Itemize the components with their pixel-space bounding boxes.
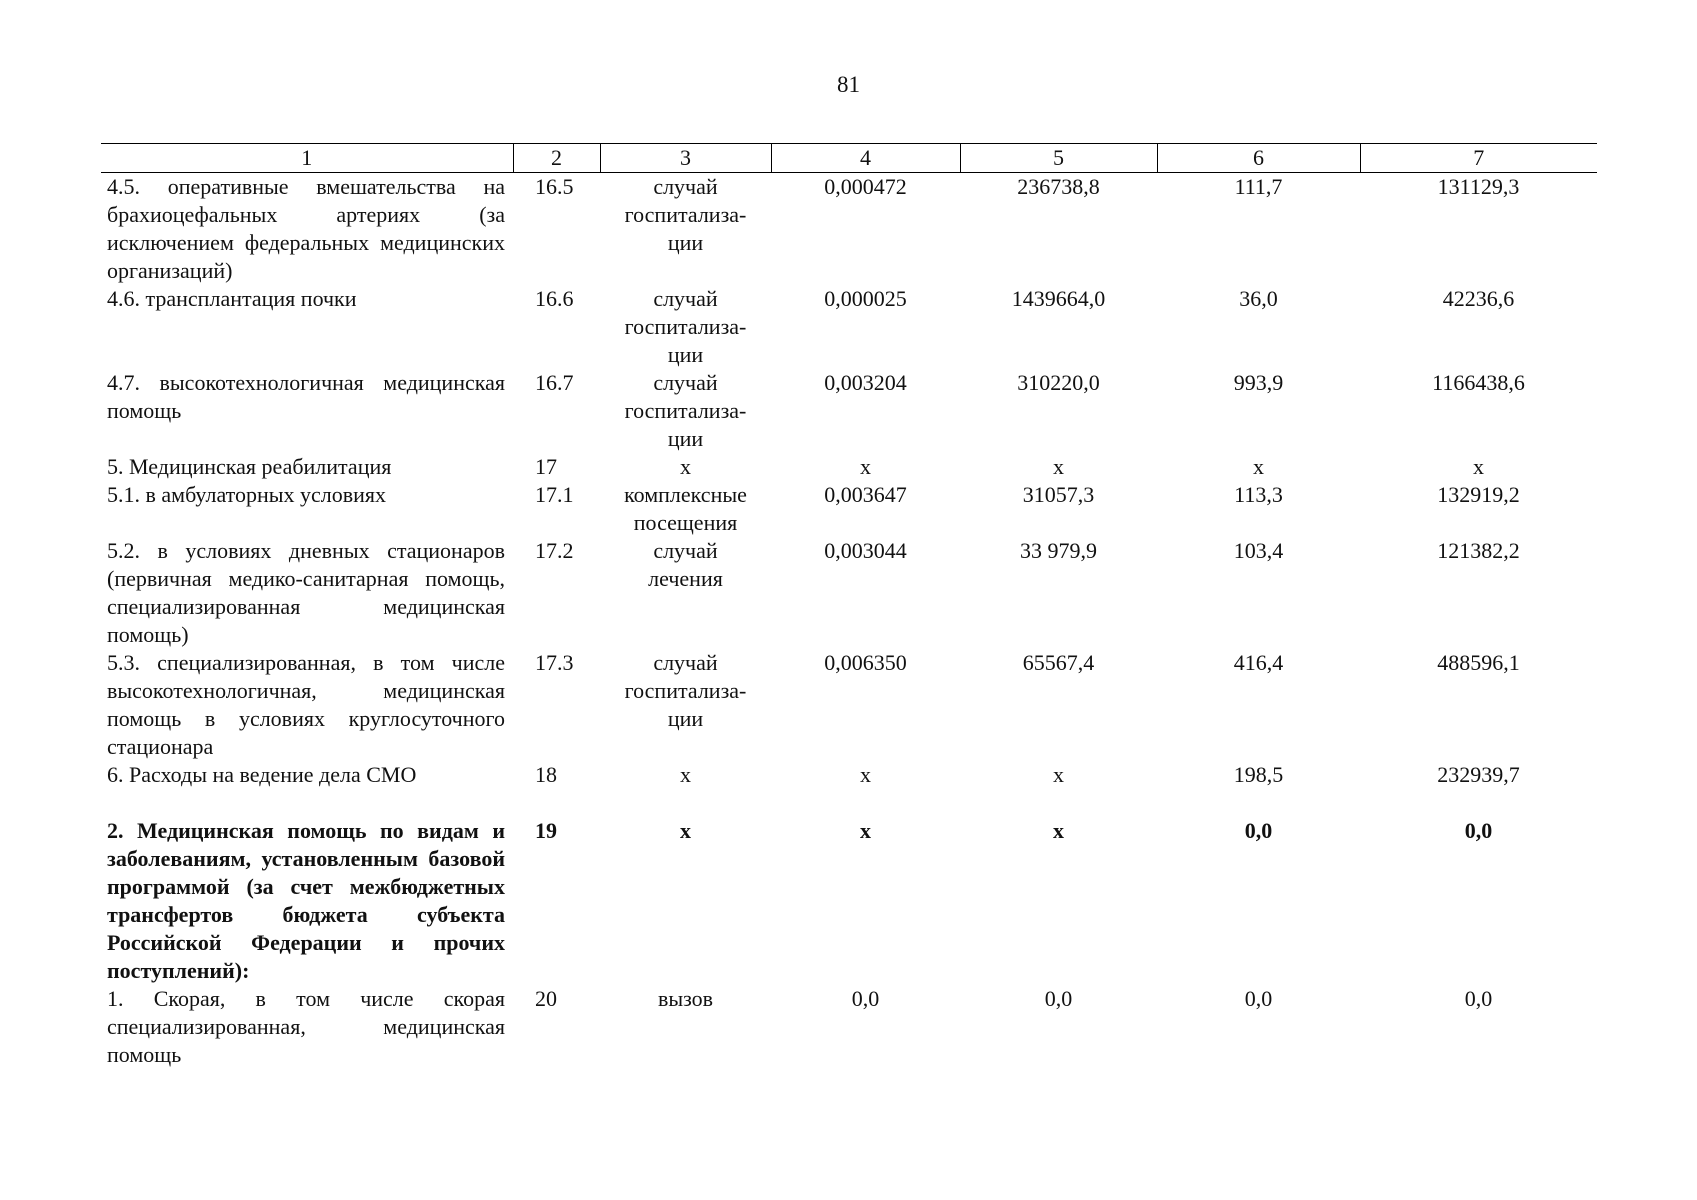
row-c5: 33 979,9 <box>1020 538 1097 563</box>
unit-line: случай <box>653 650 718 675</box>
unit-line: ции <box>667 426 704 451</box>
row-c4: 0,003647 <box>824 482 907 507</box>
row-c6: 111,7 <box>1234 174 1283 199</box>
row-c4: 0,000472 <box>824 174 907 199</box>
row-code: 16.6 <box>535 286 574 311</box>
row-c6: 416,4 <box>1233 650 1284 675</box>
row-unit <box>600 481 771 537</box>
row-c5: х <box>1053 762 1064 787</box>
row-unit: вызов <box>657 986 714 1011</box>
row-name: 5.2. в условиях дневных стационаров (первичная медико-санитарная помощь, специализированная медицинская помощь) <box>107 538 505 647</box>
row-c4: 0,006350 <box>824 650 907 675</box>
column-header: 7 <box>1360 144 1597 173</box>
row-unit <box>600 453 771 481</box>
row-c7: 121382,2 <box>1437 538 1520 563</box>
row-name: 5.1. в амбулаторных условиях <box>107 482 387 507</box>
header-row <box>101 144 1597 173</box>
row-c5: 65567,4 <box>1022 650 1095 675</box>
data-table <box>101 143 1597 1069</box>
row-c5: 0,0 <box>1044 986 1073 1011</box>
row-c7: 131129,3 <box>1437 174 1520 199</box>
row-code: 17 <box>535 454 557 479</box>
table-row <box>101 173 1597 286</box>
unit-line: х <box>680 762 691 787</box>
row-unit <box>600 649 771 761</box>
row-c4: 0,003044 <box>824 538 907 563</box>
section-code: 19 <box>535 818 557 843</box>
section-c7: 0,0 <box>1464 818 1493 843</box>
row-c4: х <box>860 762 871 787</box>
unit-line: случай <box>653 174 718 199</box>
row-c7: 132919,2 <box>1437 482 1520 507</box>
row-c4: 0,003204 <box>824 370 907 395</box>
row-unit <box>600 369 771 453</box>
unit-line: ции <box>667 706 704 731</box>
unit-line: случай <box>653 538 718 563</box>
section-c6: 0,0 <box>1244 818 1273 843</box>
row-code: 20 <box>535 986 557 1011</box>
row-c5: 31057,3 <box>1022 482 1095 507</box>
row-unit <box>600 537 771 649</box>
row-name: 4.7. высокотехнологичная медицинская помощь <box>107 370 505 423</box>
row-c6: 113,3 <box>1234 482 1283 507</box>
row-code: 17.1 <box>535 482 574 507</box>
unit-line: случай <box>653 370 718 395</box>
row-c4: 0,0 <box>851 986 880 1011</box>
page-number: 81 <box>837 72 860 97</box>
row-code: 17.3 <box>535 650 574 675</box>
row-c6: х <box>1253 454 1264 479</box>
table-row <box>101 761 1597 789</box>
row-name: 5.3. специализированная, в том числе высокотехнологичная, медицинская помощь в условиях круглосуточного стационара <box>107 650 505 759</box>
row-c7: 488596,1 <box>1437 650 1520 675</box>
section-unit: х <box>680 818 691 843</box>
row-unit <box>600 173 771 286</box>
row-c6: 993,9 <box>1233 370 1284 395</box>
column-header: 4 <box>771 144 960 173</box>
row-c5: 236738,8 <box>1017 174 1100 199</box>
column-header: 1 <box>101 144 513 173</box>
row-c5: х <box>1053 454 1064 479</box>
row-c4: х <box>860 454 871 479</box>
row-c6: 103,4 <box>1233 538 1284 563</box>
row-code: 18 <box>535 762 557 787</box>
row-c6: 0,0 <box>1244 986 1273 1011</box>
unit-line: лечения <box>648 566 723 591</box>
unit-line: ции <box>667 230 704 255</box>
column-header: 3 <box>600 144 771 173</box>
row-unit <box>600 285 771 369</box>
table-row <box>101 453 1597 481</box>
row-c6: 198,5 <box>1233 762 1284 787</box>
column-header: 2 <box>513 144 600 173</box>
row-c5: 1439664,0 <box>1011 286 1106 311</box>
row-name: 6. Расходы на ведение дела СМО <box>107 762 417 787</box>
row-c4: 0,000025 <box>824 286 907 311</box>
row-c6: 36,0 <box>1239 286 1278 311</box>
row-c5: 310220,0 <box>1017 370 1100 395</box>
row-code: 17.2 <box>535 538 574 563</box>
section-c5: х <box>1053 818 1064 843</box>
row-name: 5. Медицинская реабилитация <box>107 454 392 479</box>
row-code: 16.7 <box>535 370 574 395</box>
unit-line: госпитализа- <box>624 202 747 227</box>
spacer-row <box>101 789 1597 817</box>
column-header: 5 <box>960 144 1157 173</box>
table-row <box>101 481 1597 537</box>
unit-line: ции <box>667 342 704 367</box>
table-row <box>101 285 1597 369</box>
row-name: 1. Скорая, в том числе скорая специализированная, медицинская помощь <box>107 986 505 1067</box>
section-c4: х <box>860 818 871 843</box>
unit-line: комплексные <box>624 482 747 507</box>
unit-line: госпитализа- <box>624 678 747 703</box>
table-row <box>101 649 1597 761</box>
table-row <box>101 369 1597 453</box>
unit-line: госпитализа- <box>624 398 747 423</box>
table-row <box>101 985 1597 1069</box>
row-c7: 232939,7 <box>1437 762 1520 787</box>
row-c7: 1166438,6 <box>1432 370 1525 395</box>
column-header: 6 <box>1157 144 1360 173</box>
row-name: 4.6. трансплантация почки <box>107 286 357 311</box>
row-unit <box>600 761 771 789</box>
row-code: 16.5 <box>535 174 574 199</box>
table-row <box>101 537 1597 649</box>
unit-line: случай <box>653 286 718 311</box>
row-name: 4.5. оперативные вмешательства на брахиоцефальных артериях (за исключением федеральных медицинских организаций) <box>107 174 505 283</box>
unit-line: посещения <box>633 510 738 535</box>
row-c7: 42236,6 <box>1442 286 1515 311</box>
unit-line: госпитализа- <box>624 314 747 339</box>
spacer-cell <box>101 789 1597 817</box>
row-c7: х <box>1473 454 1484 479</box>
unit-line: х <box>680 454 691 479</box>
row-c7: 0,0 <box>1464 986 1493 1011</box>
section-row <box>101 817 1597 985</box>
section-name: 2. Медицинская помощь по видам и заболеваниям, установленным базовой программой (за счет межбюджетных трансфертов бюджета субъекта Российской Федерации и прочих поступлений): <box>107 818 505 983</box>
